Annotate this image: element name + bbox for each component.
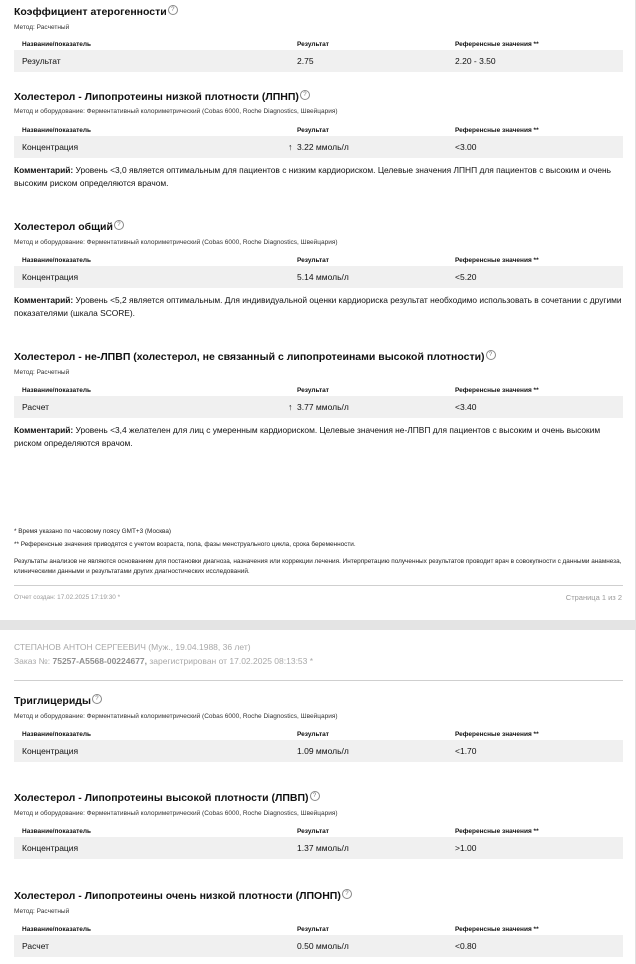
table-row [14,740,623,762]
row-result: 3.77 ммоль/л [297,402,349,412]
col-header-result: Результат [297,387,329,394]
col-header-result: Результат [297,257,329,264]
method-text: Метод и оборудование: Ферментативный колориметрический (Cobas 6000, Roche Diagnostics, Швейцария) [14,713,338,720]
col-header-reference: Референсные значения ** [455,731,539,738]
report-page-2 [0,630,636,964]
page-separator [0,620,636,630]
col-header-name: Название/показатель [22,926,92,933]
method-text: Метод: Расчетный [14,369,70,376]
footnote-time: * Время указано по часовому поясу GMT+3 (Москва) [14,528,172,535]
row-name: Расчет [22,941,50,951]
comment-label: Комментарий: [14,165,74,175]
order-info [14,655,313,668]
test-section-atherogenic-index [14,5,623,72]
table-row [14,266,623,288]
row-result: 1.37 ммоль/л [297,843,349,853]
section-title: Коэффициент атерогенности ? [14,5,623,19]
question-circle-icon[interactable]: ? [342,889,352,899]
comment [14,424,623,450]
table-header [14,255,623,266]
table-row [14,396,623,418]
comment-text: Уровень <5,2 является оптимальным. Для индивидуальной оценки кардиориска результат необходимо использовать в сочетании с другими показателями (шкала SCORE). [14,295,622,318]
row-reference: <5.20 [455,272,477,282]
method-text: Метод: Расчетный [14,908,70,915]
method-text: Метод и оборудование: Ферментативный колориметрический (Cobas 6000, Roche Diagnostics, Швейцария) [14,239,338,246]
question-circle-icon[interactable]: ? [92,694,102,704]
col-header-reference: Референсные значения ** [455,828,539,835]
patient-info: СТЕПАНОВ АНТОН СЕРГЕЕВИЧ (Муж., 19.04.1988, 36 лет) [14,642,251,652]
row-name: Концентрация [22,843,79,853]
col-header-result: Результат [297,926,329,933]
test-section-total-cholesterol [14,220,623,320]
row-reference: <3.40 [455,402,477,412]
row-result: 5.14 ммоль/л [297,272,349,282]
comment [14,164,623,190]
page-number: Страница 1 из 2 [565,593,622,602]
question-circle-icon[interactable]: ? [168,5,178,15]
col-header-reference: Референсные значения ** [455,926,539,933]
table-row [14,837,623,859]
row-reference: <1.70 [455,746,477,756]
row-result: 3.22 ммоль/л [297,142,349,152]
col-header-reference: Референсные значения ** [455,257,539,264]
row-name: Концентрация [22,746,79,756]
col-header-result: Результат [297,41,329,48]
order-registered: зарегистрирован от 17.02.2025 08:13:53 * [147,656,314,666]
test-section-hdl [14,791,623,859]
method-text: Метод: Расчетный [14,24,70,31]
question-circle-icon[interactable]: ? [300,90,310,100]
table-header [14,729,623,740]
row-result: 1.09 ммоль/л [297,746,349,756]
question-circle-icon[interactable]: ? [486,350,496,360]
test-section-ldl [14,90,623,190]
row-reference: <0.80 [455,941,477,951]
section-title: Холестерол общий ? [14,220,623,234]
order-label: Заказ №: [14,656,53,666]
table-header [14,924,623,935]
table-header [14,125,623,136]
table-header [14,39,623,50]
arrow-up-icon: ↑ [288,142,293,152]
table-row [14,136,623,158]
table-header [14,826,623,837]
section-title: Холестерол - Липопротеины очень низкой плотности (ЛПОНП) ? [14,889,623,903]
col-header-reference: Референсные значения ** [455,387,539,394]
method-text: Метод и оборудование: Ферментативный колориметрический (Cobas 6000, Roche Diagnostics, Швейцария) [14,108,338,115]
col-header-name: Название/показатель [22,731,92,738]
table-row [14,935,623,957]
col-header-name: Название/показатель [22,828,92,835]
question-circle-icon[interactable]: ? [310,791,320,801]
row-reference: 2.20 - 3.50 [455,56,496,66]
section-title: Триглицериды ? [14,694,623,708]
section-title: Холестерол - не-ЛПВП (холестерол, не связанный с липопротеинами высокой плотности) ? [14,350,623,364]
row-name: Концентрация [22,142,79,152]
col-header-name: Название/показатель [22,41,92,48]
row-result: 0.50 ммоль/л [297,941,349,951]
divider [14,585,623,586]
row-reference: <3.00 [455,142,477,152]
test-section-non-hdl [14,350,623,450]
row-name: Результат [22,56,61,66]
row-name: Концентрация [22,272,79,282]
table-header [14,385,623,396]
comment [14,294,623,320]
disclaimer: Результаты анализов не являются основанием для постановки диагноза, назначения или коррекции лечения. Интерпретацию полученных результатов проводит врач в совокупности с данными анамнеза, клиническими данными и результатами других диагностических исследований. [14,558,622,575]
table-row [14,50,623,72]
arrow-up-icon: ↑ [288,402,293,412]
test-section-vldl [14,889,623,957]
comment-text: Уровень <3,0 является оптимальным для пациентов с низким кардиориском. Целевые значения ЛПНП для пациентов с высоким и очень высоким риском определяются врачом. [14,165,612,188]
col-header-name: Название/показатель [22,127,92,134]
col-header-reference: Референсные значения ** [455,127,539,134]
divider [14,680,623,681]
section-title: Холестерол - Липопротеины низкой плотности (ЛПНП) ? [14,90,623,104]
order-number: 75257-A5568-00224677, [52,656,148,666]
comment-label: Комментарий: [14,425,74,435]
col-header-result: Результат [297,731,329,738]
comment-text: Уровень <3,4 желателен для лиц с умеренным кардиориском. Целевые значения не-ЛПВП для пациентов с высоким и очень высоким риском определяются врачом. [14,425,601,448]
col-header-result: Результат [297,127,329,134]
col-header-name: Название/показатель [22,387,92,394]
row-reference: >1.00 [455,843,477,853]
row-result: 2.75 [297,56,314,66]
col-header-result: Результат [297,828,329,835]
comment-label: Комментарий: [14,295,74,305]
question-circle-icon[interactable]: ? [114,220,124,230]
col-header-reference: Референсные значения ** [455,41,539,48]
section-title: Холестерол - Липопротеины высокой плотности (ЛПВП) ? [14,791,623,805]
footnote-reference: ** Референсные значения приводятся с учетом возраста, пола, фазы менструального цикла, срока беременности. [14,541,356,548]
col-header-name: Название/показатель [22,257,92,264]
test-section-triglycerides [14,694,623,762]
method-text: Метод и оборудование: Ферментативный колориметрический (Cobas 6000, Roche Diagnostics, Швейцария) [14,810,338,817]
row-name: Расчет [22,402,50,412]
report-created: Отчет создан: 17.02.2025 17:19:30 * [14,594,121,601]
